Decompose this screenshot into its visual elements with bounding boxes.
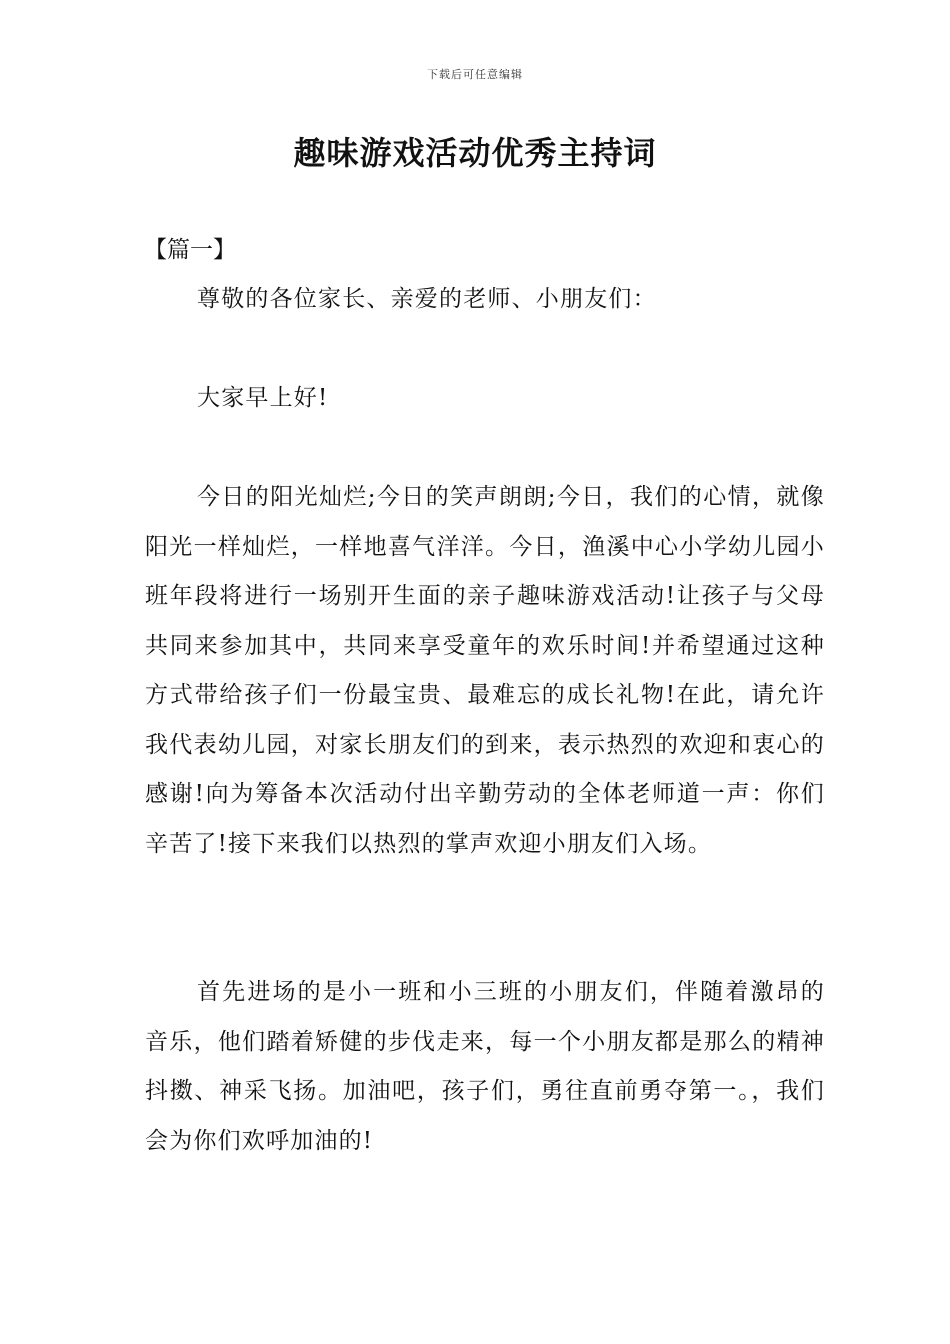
document-title: 趣味游戏活动优秀主持词 <box>293 134 657 172</box>
paragraph-opening: 今日的阳光灿烂;今日的笑声朗朗;今日，我们的心情，就像阳光一样灿烂，一样地喜气洋洋。今日，渔溪中心小学幼儿园小班年段将进行一场别开生面的亲子趣味游戏活动!让孩子与父母共同来参加其中，共同来享受童年的欢乐时间!并希望通过这种方式带给孩子们一份最宝贵、最难忘的成长礼物!在此，请允许我代表幼儿园，对家长朋友们的到来，表示热烈的欢迎和衷心的感谢!向为筹备本次活动付出辛勤劳动的全体老师道一声：你们辛苦了!接下来我们以热烈的掌声欢迎小朋友们入场。 <box>145 484 825 857</box>
paragraph-good-morning: 大家早上好! <box>197 385 329 411</box>
section-label: 【篇一】 <box>144 237 236 263</box>
paragraph-entrance: 首先进场的是小一班和小三班的小朋友们，伴随着激昂的音乐，他们踏着矫健的步伐走来，每一个小朋友都是那么的精神抖擞、神采飞扬。加油吧，孩子们，勇往直前勇夺第一。，我们会为你们欢呼加油的! <box>145 979 825 1154</box>
paragraph-greeting: 尊敬的各位家长、亲爱的老师、小朋友们： <box>197 286 657 312</box>
page-header-note: 下载后可任意编辑 <box>427 68 523 81</box>
